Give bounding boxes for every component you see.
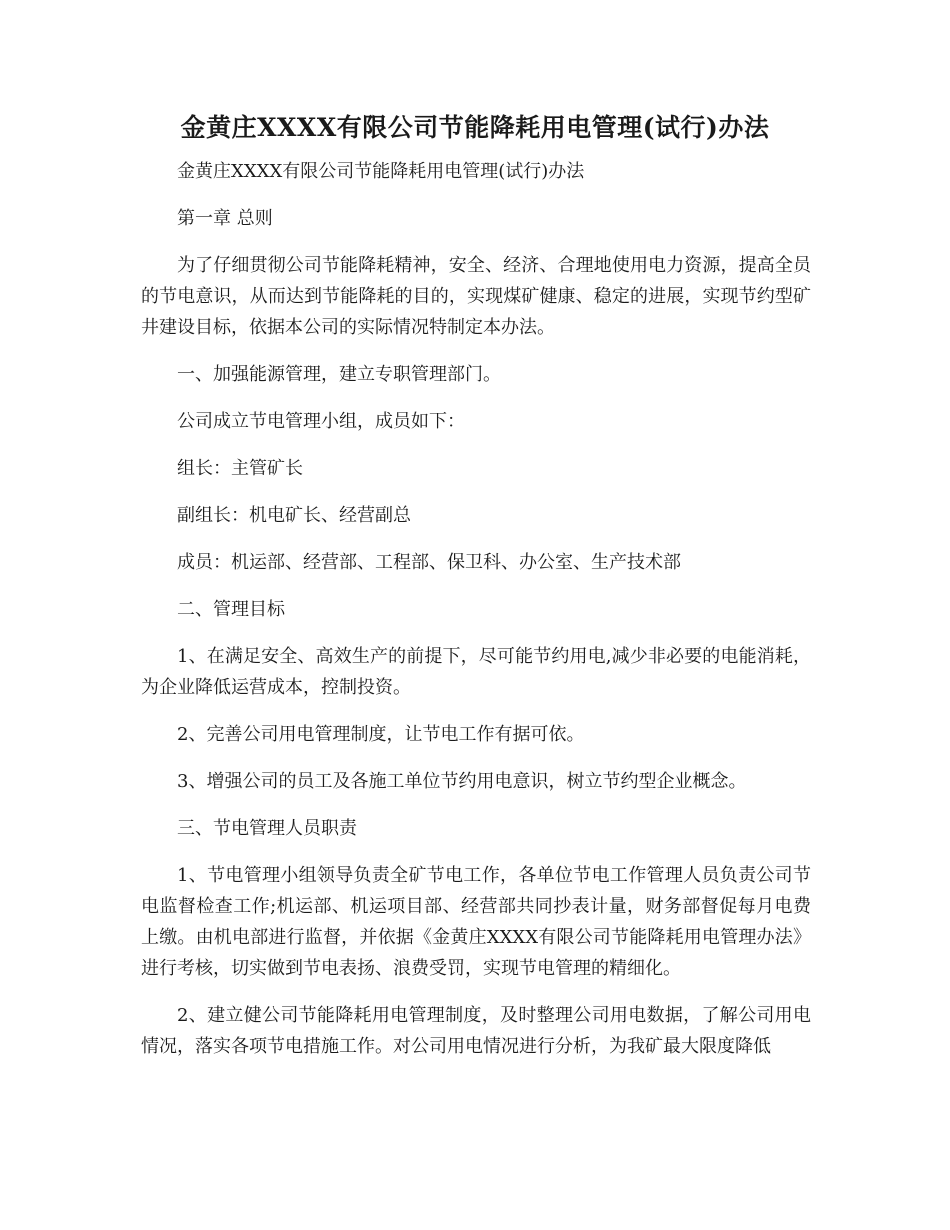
document-body [141, 156, 811, 1078]
paragraph-group-leader: 组长：主管矿长 [177, 458, 303, 479]
paragraph-section-1-heading: 一、加强能源管理，建立专职管理部门。 [177, 364, 501, 385]
paragraph-members: 成员：机运部、经营部、工程部、保卫科、办公室、生产技术部 [177, 552, 681, 573]
paragraph-duty-2: 2、建立健公司节能降耗用电管理制度，及时整理公司用电数据，了解公司用电情况，落实各项节电措施工作。对公司用电情况进行分析，为我矿最大限度降低 [141, 1005, 811, 1057]
paragraph-goal-3: 3、增强公司的员工及各施工单位节约用电意识，树立节约型企业概念。 [177, 771, 747, 792]
paragraph-goal-2: 2、完善公司用电管理制度，让节电工作有据可依。 [177, 724, 585, 745]
paragraph-chapter-heading: 第一章 总则 [177, 208, 273, 229]
paragraph-section-2-heading: 二、管理目标 [177, 599, 285, 620]
paragraph-purpose: 为了仔细贯彻公司节能降耗精神，安全、经济、合理地使用电力资源，提高全员的节电意识，从而达到节能降耗的目的，实现煤矿健康、稳定的进展，实现节约型矿井建设目标，依据本公司的实际情况特制定本办法。 [141, 255, 811, 338]
paragraph-deputy-leader: 副组长：机电矿长、经营副总 [177, 505, 411, 526]
paragraph-group-intro: 公司成立节电管理小组，成员如下： [177, 411, 465, 432]
paragraph-goal-1: 1、在满足安全、高效生产的前提下，尽可能节约用电,减少非必要的电能消耗，为企业降低运营成本，控制投资。 [141, 646, 811, 698]
document-title: 金黄庄XXXX有限公司节能降耗用电管理(试行)办法 [180, 113, 770, 142]
paragraph-section-3-heading: 三、节电管理人员职责 [177, 818, 357, 839]
paragraph-duty-1: 1、节电管理小组领导负责全矿节电工作，各单位节电工作管理人员负责公司节电监督检查工作;机运部、机运项目部、经营部共同抄表计量，财务部督促每月电费上缴。由机电部进行监督，并依据《金黄庄XXXX有限公司节能降耗用电管理办法》进行考核，切实做到节电表扬、浪费受罚，实现节电管理的精细化。 [141, 865, 811, 979]
paragraph-subtitle: 金黄庄XXXX有限公司节能降耗用电管理(试行)办法 [177, 161, 585, 182]
